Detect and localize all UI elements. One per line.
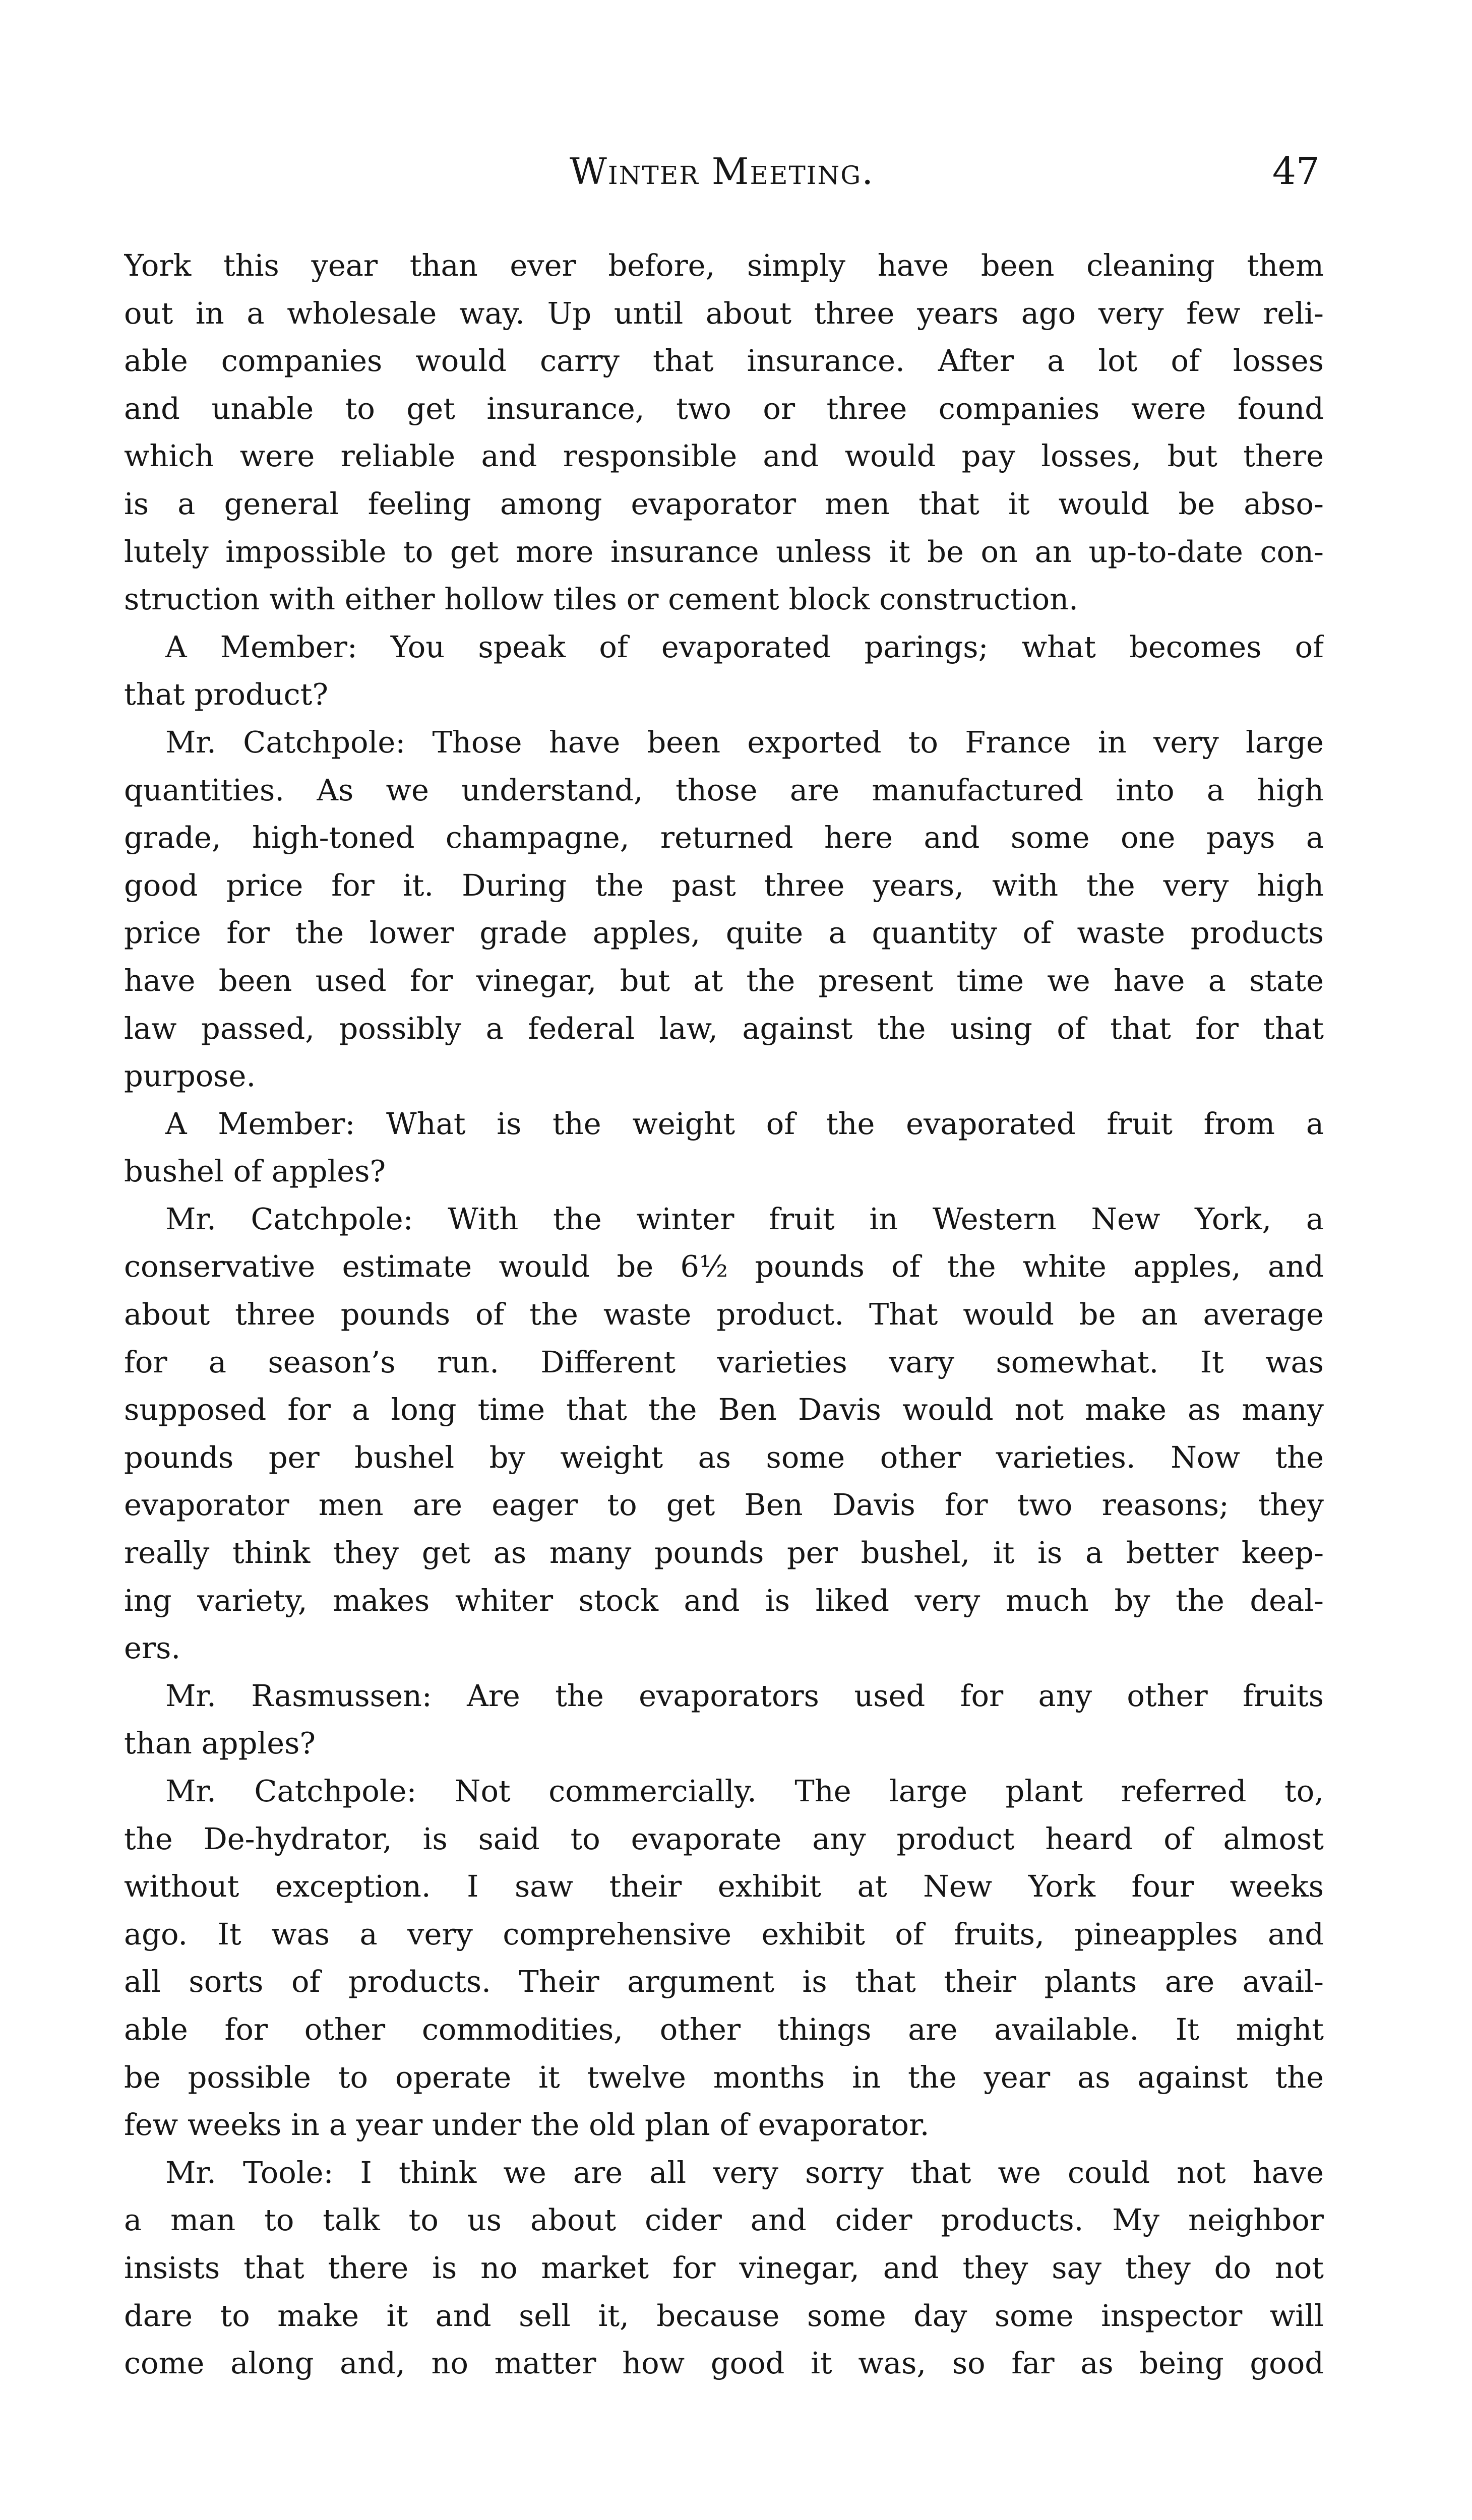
text-line: bushel of apples? xyxy=(124,1154,386,1189)
text-line: insists that there is no market for vinegar, and they say they do not xyxy=(124,2250,1324,2285)
body-text xyxy=(124,242,1324,2409)
text-line: out in a wholesale way. Up until about three years ago very few reli- xyxy=(124,295,1324,331)
text-line: which were reliable and responsible and would pay losses, but there xyxy=(124,438,1324,474)
text-line: be possible to operate it twelve months in the year as against the xyxy=(124,2059,1324,2095)
text-line: have been used for vinegar, but at the present time we have a state xyxy=(124,963,1324,998)
text-line: struction with either hollow tiles or cement block construction. xyxy=(124,582,1078,617)
text-line: a man to talk to us about cider and cider products. My neighbor xyxy=(124,2202,1324,2238)
page-header xyxy=(124,144,1320,199)
text-line: Mr. Toole: I think we are all very sorry that we could not have xyxy=(165,2155,1324,2190)
text-line: Mr. Catchpole: Not commercially. The large plant referred to, xyxy=(165,1774,1324,1808)
text-line: A Member: You speak of evaporated parings; what becomes of xyxy=(165,629,1324,664)
text-line: ing variety, makes whiter stock and is liked very much by the deal- xyxy=(124,1583,1324,1618)
text-line: about three pounds of the waste product. That would be an average xyxy=(124,1297,1324,1332)
text-line: dare to make it and sell it, because some day some inspector will xyxy=(124,2298,1324,2333)
text-line: grade, high-toned champagne, returned here and some one pays a xyxy=(124,820,1324,855)
text-line: ers. xyxy=(124,1630,181,1666)
text-line: able for other commodities, other things are available. It might xyxy=(124,2011,1324,2047)
text-line: the De-hydrator, is said to evaporate any product heard of almost xyxy=(124,1821,1324,1856)
text-line: able companies would carry that insurance. After a lot of losses xyxy=(124,343,1324,379)
text-line: and unable to get insurance, two or three companies were found xyxy=(124,391,1324,426)
text-line: really think they get as many pounds per bushel, it is a better keep- xyxy=(124,1535,1324,1570)
text-line: Mr. Catchpole: With the winter fruit in Western New York, a xyxy=(165,1201,1324,1236)
text-line: that product? xyxy=(124,677,328,712)
text-line: than apples? xyxy=(124,1726,316,1761)
text-line: conservative estimate would be 6½ pounds of the white apples, and xyxy=(124,1249,1324,1284)
text-line: all sorts of products. Their argument is that their plants are avail- xyxy=(124,1964,1324,1999)
text-line: is a general feeling among evaporator men that it would be abso- xyxy=(124,486,1324,521)
page-number: 47 xyxy=(1272,150,1320,193)
text-line: lutely impossible to get more insurance unless it be on an up-to-date con- xyxy=(124,534,1324,569)
text-line: without exception. I saw their exhibit at New York four weeks xyxy=(124,1869,1324,1904)
text-line: for a season’s run. Different varieties vary somewhat. It was xyxy=(124,1344,1324,1379)
running-title: Winter Meeting. xyxy=(569,150,875,193)
text-line: pounds per bushel by weight as some other varieties. Now the xyxy=(124,1439,1324,1475)
text-line: Mr. Rasmussen: Are the evaporators used for any other fruits xyxy=(165,1678,1324,1713)
text-line: A Member: What is the weight of the evaporated fruit from a xyxy=(165,1106,1324,1141)
text-line: evaporator men are eager to get Ben Davis for two reasons; they xyxy=(124,1487,1324,1523)
text-line: ago. It was a very comprehensive exhibit of fruits, pineapples and xyxy=(124,1916,1324,1951)
text-line: purpose. xyxy=(124,1058,256,1094)
text-line: law passed, possibly a federal law, against the using of that for that xyxy=(124,1011,1324,1046)
text-line: supposed for a long time that the Ben Davis would not make as many xyxy=(124,1392,1324,1427)
text-line: Mr. Catchpole: Those have been exported to France in very large xyxy=(165,724,1324,760)
text-line: good price for it. During the past three years, with the very high xyxy=(124,867,1324,903)
text-line: few weeks in a year under the old plan of evaporator. xyxy=(124,2107,930,2143)
text-line: York this year than ever before, simply have been cleaning them xyxy=(124,248,1324,283)
text-line: come along and, no matter how good it was, so far as being good xyxy=(124,2346,1324,2381)
text-line: price for the lower grade apples, quite a quantity of waste products xyxy=(124,915,1324,951)
text-line: quantities. As we understand, those are manufactured into a high xyxy=(124,772,1324,807)
